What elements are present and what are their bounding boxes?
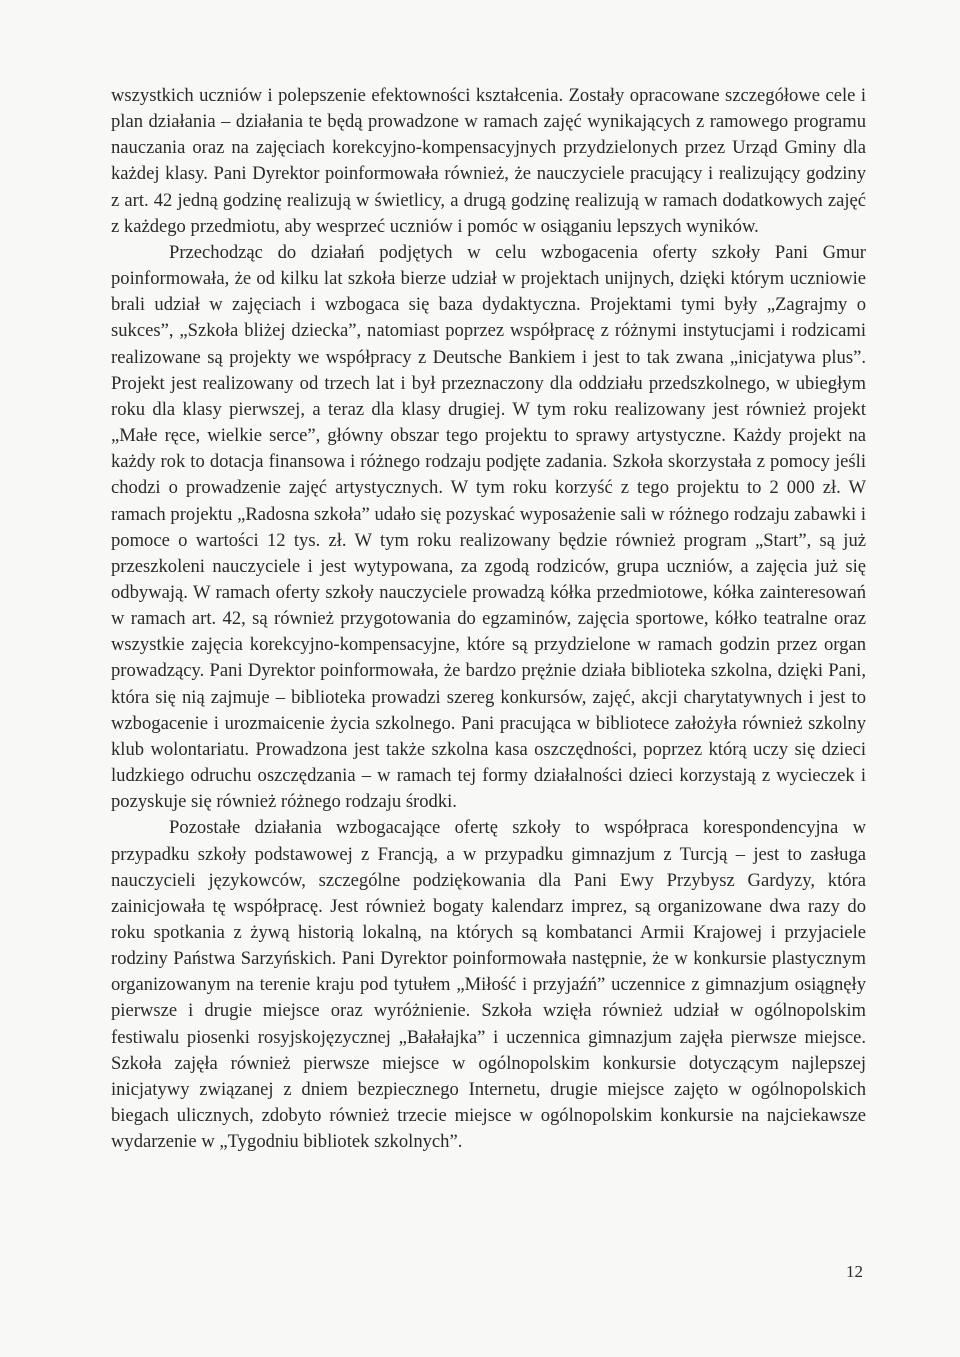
paragraph-2: Przechodząc do działań podjętych w celu wzbogacenia oferty szkoły Pani Gmur poinformowała, że od kilku lat szkoła bierze udział w projektach unijnych, dzięki którym uczniowie brali udział w zajęciach i wzbogaca się baza dydaktyczna. Projektami tymi były „Zagrajmy o sukces”, „Szkoła bliżej dziecka”, natomiast poprzez współpracę z różnymi instytucjami i rodzicami realizowane są projekty we współpracy z Deutsche Bankiem i jest to tak zwana „inicjatywa plus”. Projekt jest realizowany od trzech lat i był przeznaczony dla oddziału przedszkolnego, w ubiegłym roku dla klasy pierwszej, a teraz dla klasy drugiej. W tym roku realizowany jest również projekt „Małe ręce, wielkie serce”, główny obszar tego projektu to sprawy artystyczne. Każdy projekt na każdy rok to dotacja finansowa i różnego rodzaju podjęte zadania. Szkoła skorzystała z pomocy jeśli chodzi o prowadzenie zajęć artystycznych. W tym roku korzyść z tego projektu to 2 000 zł. W ramach projektu „Radosna szkoła” udało się pozyskać wyposażenie sali w różnego rodzaju zabawki i pomoce o wartości 12 tys. zł. W tym roku realizowany będzie również program „Start”, są już przeszkoleni nauczyciele i jest wytypowana, za zgodą rodziców, grupa uczniów, a zajęcia już się odbywają. W ramach oferty szkoły nauczyciele prowadzą kółka przedmiotowe, kółka zainteresowań w ramach art. 42, są również przygotowania do egzaminów, zajęcia sportowe, kółko teatralne oraz wszystkie zajęcia korekcyjno-kompensacyjne, które są przydzielone w ramach godzin przez organ prowadzący. Pani Dyrektor poinformowała, że bardzo prężnie działa biblioteka szkolna, dzięki Pani, która się nią zajmuje – biblioteka prowadzi szereg konkursów, zajęć, akcji charytatywnych i jest to wzbogacenie i urozmaicenie życia szkolnego. Pani pracująca w bibliotece założyła również szkolny klub wolontariatu. Prowadzona jest także szkolna kasa oszczędności, poprzez którą uczy się dzieci ludzkiego odruchu oszczędzania – w ramach tej formy działalności dzieci korzystają z wycieczek i pozyskuje się również różnego rodzaju środki. [111,241,866,813]
document-body [111,83,866,1155]
page-number: 12 [846,1262,863,1281]
paragraph-1: wszystkich uczniów i polepszenie efektowności kształcenia. Zostały opracowane szczegółowe cele i plan działania – działania te będą prowadzone w ramach zajęć wynikających z ramowego programu nauczania oraz na zajęciach korekcyjno-kompensacyjnych przydzielonych przez Urząd Gminy dla każdej klasy. Pani Dyrektor poinformowała również, że nauczyciele pracujący i realizujący godziny z art. 42 jedną godzinę realizują w świetlicy, a drugą godzinę realizują w ramach dodatkowych zajęć z każdego przedmiotu, aby wesprzeć uczniów i pomóc w osiąganiu lepszych wyników. [111,85,866,237]
paragraph-3: Pozostałe działania wzbogacające ofertę szkoły to współpraca korespondencyjna w przypadku szkoły podstawowej z Francją, a w przypadku gimnazjum z Turcją – jest to zasługa nauczycieli językowców, szczególne podziękowania dla Pani Ewy Przybysz Gardyzy, która zainicjowała tę współpracę. Jest również bogaty kalendarz imprez, są organizowane dwa razy do roku spotkania z żywą historią lokalną, na których są kombatanci Armii Krajowej i przyjaciele rodziny Państwa Sarzyńskich. Pani Dyrektor poinformowała następnie, że w konkursie plastycznym organizowanym na terenie kraju pod tytułem „Miłość i przyjaźń” uczennice z gimnazjum osiągnęły pierwsze i drugie miejsce oraz wyróżnienie. Szkoła wzięła również udział w ogólnopolskim festiwalu piosenki rosyjskojęzycznej „Bałałajka” i uczennica gimnazjum zajęła pierwsze miejsce. Szkoła zajęła również pierwsze miejsce w ogólnopolskim konkursie dotyczącym najlepszej inicjatywy związanej z dniem bezpiecznego Internetu, drugie miejsce zajęto w ogólnopolskich biegach ulicznych, zdobyto również trzecie miejsce w ogólnopolskim konkursie na najciekawsze wydarzenie w „Tygodniu bibliotek szkolnych”. [111,817,866,1153]
